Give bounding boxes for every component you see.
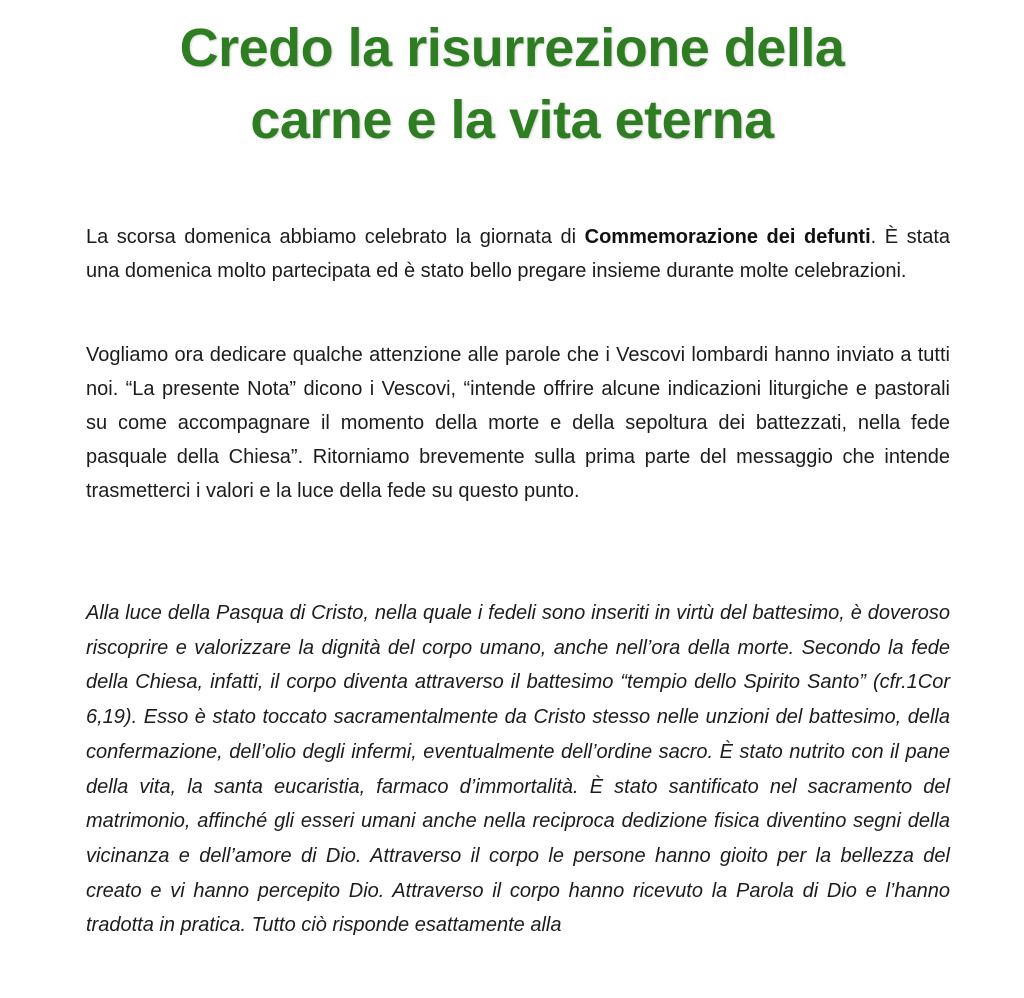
- bishops-note-paragraph: [86, 338, 950, 508]
- title-line-1: Credo la risurrezione della: [179, 18, 845, 78]
- intro-paragraph: [86, 220, 950, 288]
- paragraph-2: Vogliamo ora dedicare qualche attenzione alle parole che i Vescovi lombardi hanno inviato a tutti noi. “La presente Nota” dicono i Vescovi, “intende offrire alcune indicazioni liturgiche e pastorali su come accompagnare il momento della morte e della sepoltura dei battezzati, nella fede pasquale della Chiesa”. Ritorniamo brevemente sulla prima parte del messaggio che intende trasmetterci i valori e la luce della fede su questo punto.: [86, 344, 950, 502]
- paragraph-1-bold-text: Commemorazione dei defunti: [584, 226, 871, 248]
- title-line-2: carne e la vita eterna: [250, 90, 774, 150]
- paragraph-1-text-start: La scorsa domenica abbiamo celebrato la giornata di: [86, 226, 585, 248]
- paragraph-1-text-end: . È stata una domenica molto partecipata ed è stato bello pregare insieme durante molte celebrazioni.: [86, 226, 951, 282]
- quoted-italic-paragraph: [86, 596, 950, 943]
- page-title: [0, 12, 1024, 156]
- paragraph-1: [86, 220, 950, 288]
- paragraph-3: Alla luce della Pasqua di Cristo, nella quale i fedeli sono inseriti in virtù del battesimo, è doveroso riscoprire e valorizzare la dignità del corpo umano, anche nell’ora della morte. Secondo la fede della Chiesa, infatti, il corpo diventa attraverso il battesimo “tempio dello Spirito Santo” (cfr.1Cor 6,19). Esso è stato toccato sacramentalmente da Cristo stesso nelle unzioni del battesimo, della confermazione, dell’olio degli infermi, eventualmente dell’ordine sacro. È stato nutrito con il pane della vita, la santa eucaristia, farmaco d’immortalità. È stato santificato nel sacramento del matrimonio, affinché gli esseri umani anche nella reciproca dedizione fisica diventino segni della vicinanza e dell’amore di Dio. Attraverso il corpo le persone hanno gioito per la bellezza del creato e vi hanno percepito Dio. Attraverso il corpo hanno ricevuto la Parola di Dio e l’hanno tradotta in pratica. Tutto ciò risponde esattamente alla: [86, 602, 950, 937]
